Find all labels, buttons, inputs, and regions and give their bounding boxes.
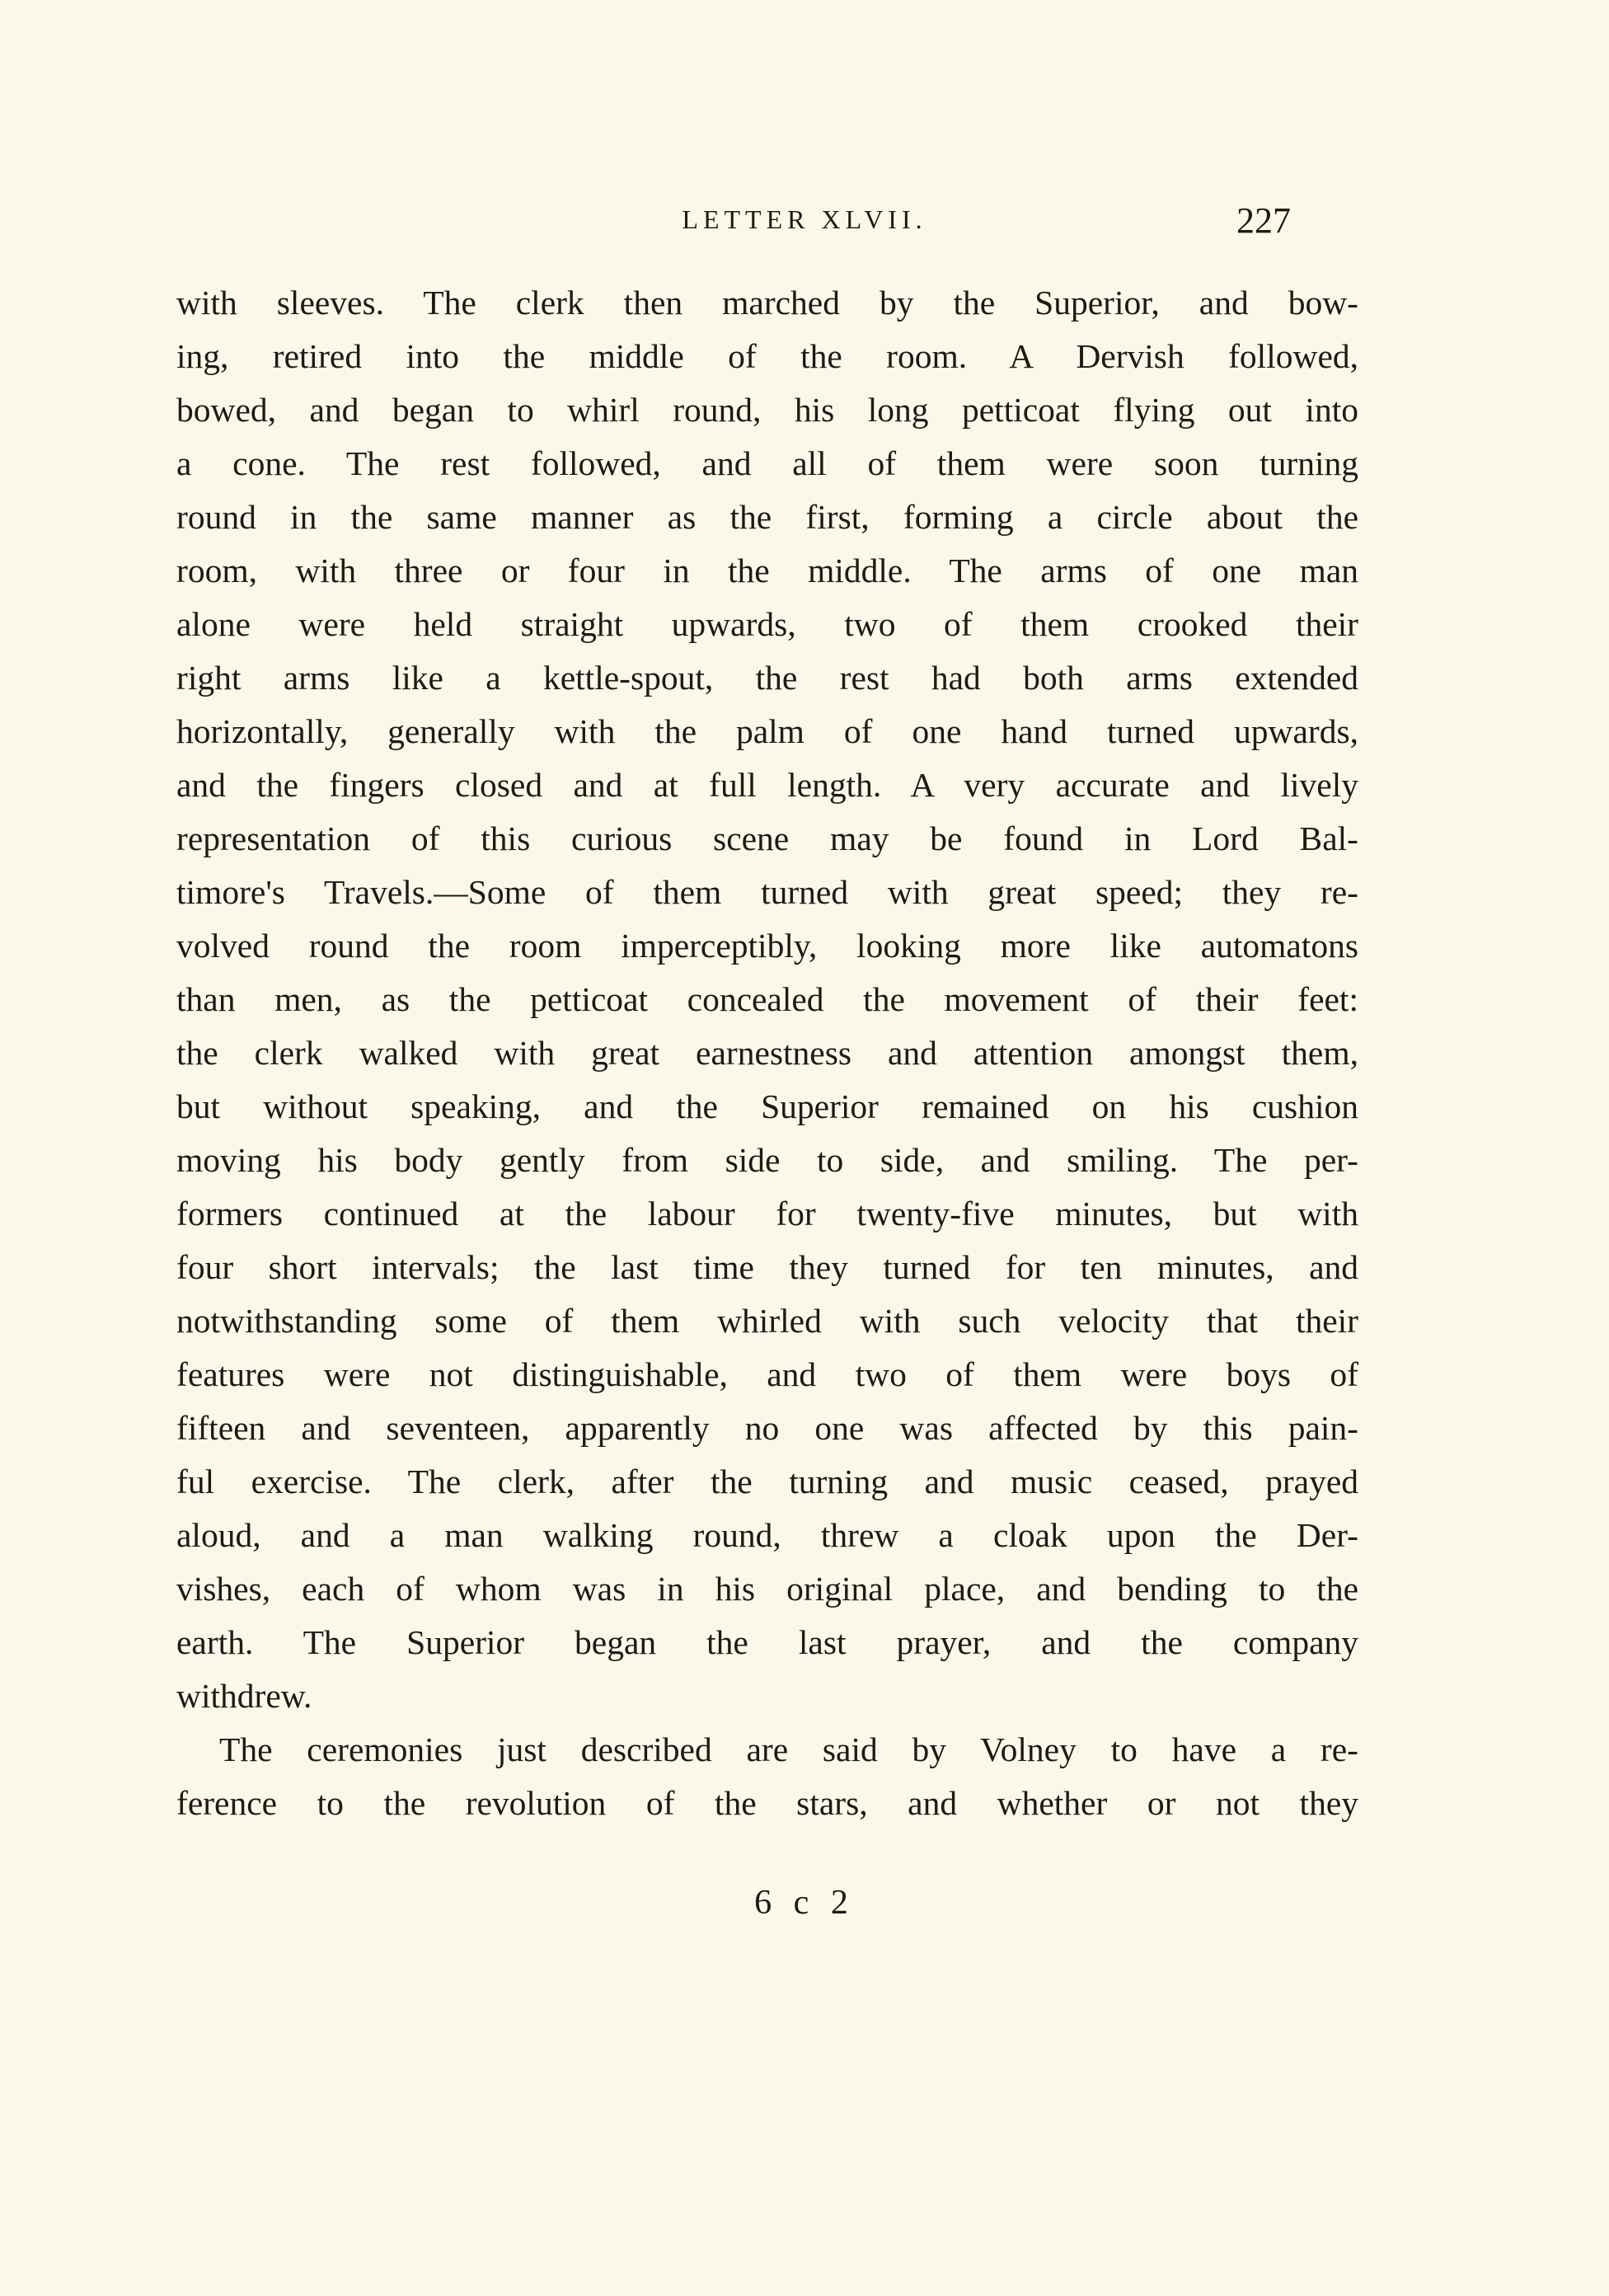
text-line: four short intervals; the last time they turned for ten minutes, and	[176, 1248, 1358, 1286]
text-line: timore's Travels.—Some of them turned with great speed; they re-	[176, 873, 1358, 911]
page-number: 227	[1236, 200, 1291, 241]
text-line: features were not distinguishable, and two of them were boys of	[176, 1355, 1358, 1393]
text-line: formers continued at the labour for twenty-five minutes, but with	[176, 1195, 1358, 1233]
running-title: LETTER XLVII.	[682, 204, 927, 234]
text-line: than men, as the petticoat concealed the movement of their feet:	[176, 980, 1358, 1018]
text-line: ference to the revolution of the stars, and whether or not they	[176, 1784, 1358, 1822]
text-line: right arms like a kettle-spout, the rest had both arms extended	[176, 659, 1358, 697]
signature-mark: 6 c 2	[754, 1884, 855, 1922]
text-line: fifteen and seventeen, apparently no one was affected by this pain-	[176, 1409, 1358, 1447]
text-line: representation of this curious scene may be found in Lord Bal-	[176, 819, 1358, 857]
text-line: notwithstanding some of them whirled with such velocity that their	[176, 1302, 1358, 1340]
text-line: withdrew.	[176, 1677, 312, 1715]
text-line: and the fingers closed and at full length. A very accurate and lively	[176, 766, 1358, 804]
text-line: round in the same manner as the first, forming a circle about the	[176, 498, 1358, 536]
text-line: The ceremonies just described are said by Volney to have a re-	[219, 1730, 1358, 1768]
text-line: alone were held straight upwards, two of them crooked their	[176, 605, 1358, 643]
text-line: bowed, and began to whirl round, his long petticoat flying out into	[176, 391, 1358, 429]
text-line: ful exercise. The clerk, after the turning and music ceased, prayed	[176, 1463, 1358, 1500]
text-line: room, with three or four in the middle. The arms of one man	[176, 552, 1358, 589]
text-line: moving his body gently from side to side, and smiling. The per-	[176, 1141, 1358, 1179]
text-line: vishes, each of whom was in his original place, and bending to the	[176, 1570, 1358, 1608]
running-head	[0, 200, 1609, 249]
text-line: earth. The Superior began the last prayer, and the company	[176, 1623, 1358, 1661]
text-line: volved round the room imperceptibly, looking more like automatons	[176, 927, 1358, 965]
text-line: aloud, and a man walking round, threw a cloak upon the Der-	[176, 1516, 1358, 1554]
text-line: a cone. The rest followed, and all of them were soon turning	[176, 444, 1358, 482]
text-line: but without speaking, and the Superior remained on his cushion	[176, 1087, 1358, 1125]
text-line: ing, retired into the middle of the room. A Dervish followed,	[176, 337, 1358, 375]
text-line: horizontally, generally with the palm of one hand turned upwards,	[176, 712, 1358, 750]
text-line: the clerk walked with great earnestness and attention amongst them,	[176, 1034, 1358, 1072]
body-text	[176, 276, 1358, 1830]
text-line: with sleeves. The clerk then marched by the Superior, and bow-	[176, 284, 1358, 322]
